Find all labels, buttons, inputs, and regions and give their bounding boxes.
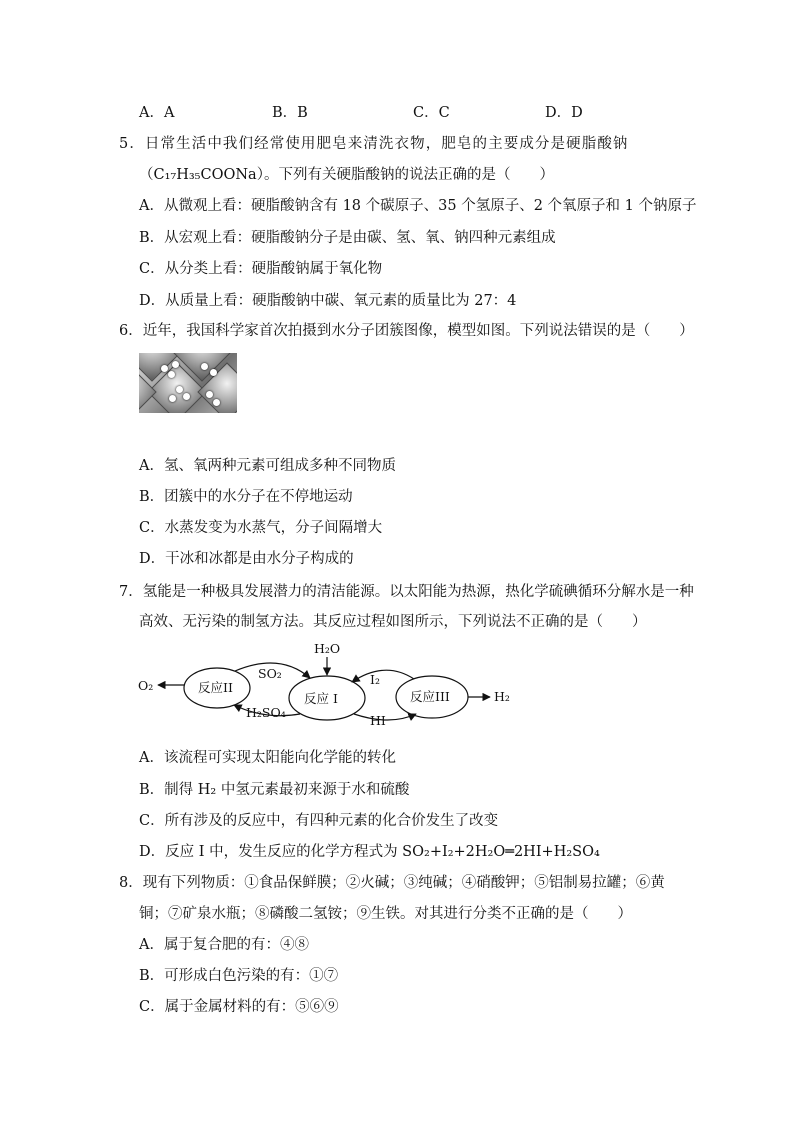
q4-option-b: B．B [272, 105, 308, 121]
water-cluster-image [139, 353, 237, 413]
q6-option-d: D．干冰和冰都是由水分子构成的 [139, 551, 354, 567]
q7-option-a: A．该流程可实现太阳能向化学能的转化 [139, 750, 396, 766]
q4-option-c: C．C [413, 105, 450, 121]
label-o2: O₂ [138, 678, 154, 693]
sulfur-iodine-cycle-diagram [130, 640, 530, 730]
q6-option-b: B．团簇中的水分子在不停地运动 [139, 489, 353, 505]
q6-option-a: A．氢、氧两种元素可组成多种不同物质 [139, 458, 396, 474]
q7-option-c: C．所有涉及的反应中，有四种元素的化合价发生了改变 [139, 813, 499, 829]
q6-option-c: C．水蒸发变为水蒸气，分子间隔增大 [139, 520, 383, 536]
label-reaction2: 反应II [198, 680, 233, 695]
q5-stem-line1: 5．日常生活中我们经常使用肥皂来清洗衣物，肥皂的主要成分是硬脂酸钠 [119, 136, 629, 152]
q4-option-a: A．A [139, 105, 175, 121]
q8-stem-line1: 8．现有下列物质：①食品保鲜膜；②火碱；③纯碱；④硝酸钾；⑤铝制易拉罐；⑥黄 [119, 875, 665, 891]
label-h2so4: H₂SO₄ [246, 705, 286, 720]
q5-option-b: B．从宏观上看：硬脂酸钠分子是由碳、氢、氧、钠四种元素组成 [139, 230, 556, 246]
q4-option-d: D．D [545, 105, 583, 121]
label-reaction3: 反应III [410, 689, 450, 704]
q5-formula: （C₁₇H₃₅COONa） [139, 167, 264, 183]
label-hi: HI [370, 713, 386, 728]
q6-stem: 6．近年，我国科学家首次拍摄到水分子团簇图像，模型如图。下列说法错误的是（ ） [119, 323, 694, 339]
q5-stem-text: 。下列有关硬脂酸钠的说法正确的是（ ） [263, 167, 554, 183]
q5-stem-line2 [139, 165, 554, 185]
q7-stem-line2: 高效、无污染的制氢方法。其反应过程如图所示，下列说法不正确的是（ ） [139, 614, 647, 630]
q8-option-b: B．可形成白色污染的有：①⑦ [139, 968, 339, 984]
q7-stem-line1: 7．氢能是一种极具发展潜力的清洁能源。以太阳能为热源，热化学硫碘循环分解水是一种 [119, 584, 694, 600]
q5-option-c: C．从分类上看：硬脂酸钠属于氧化物 [139, 261, 383, 277]
q5-option-d: D．从质量上看：硬脂酸钠中碳、氧元素的质量比为 27：4 [139, 293, 517, 309]
label-h2o: H₂O [314, 641, 341, 656]
label-so2: SO₂ [258, 666, 282, 681]
q8-option-a: A．属于复合肥的有：④⑧ [139, 937, 309, 953]
q8-option-c: C．属于金属材料的有：⑤⑥⑨ [139, 999, 339, 1015]
label-h2: H₂ [494, 689, 510, 704]
q7-option-d: D．反应 I 中，发生反应的化学方程式为 SO₂+I₂+2H₂O═2HI+H₂SO₄ [139, 844, 600, 860]
q5-option-a: A．从微观上看：硬脂酸钠含有 18 个碳原子、35 个氢原子、2 个氧原子和 1 个钠原子 [139, 198, 697, 214]
label-i2: I₂ [370, 672, 380, 687]
label-reaction1: 反应 I [304, 691, 338, 706]
q8-stem-line2: 铜；⑦矿泉水瓶；⑧磷酸二氢铵；⑨生铁。对其进行分类不正确的是（ ） [139, 906, 632, 922]
q7-option-b: B．制得 H₂ 中氢元素最初来源于水和硫酸 [139, 782, 410, 798]
